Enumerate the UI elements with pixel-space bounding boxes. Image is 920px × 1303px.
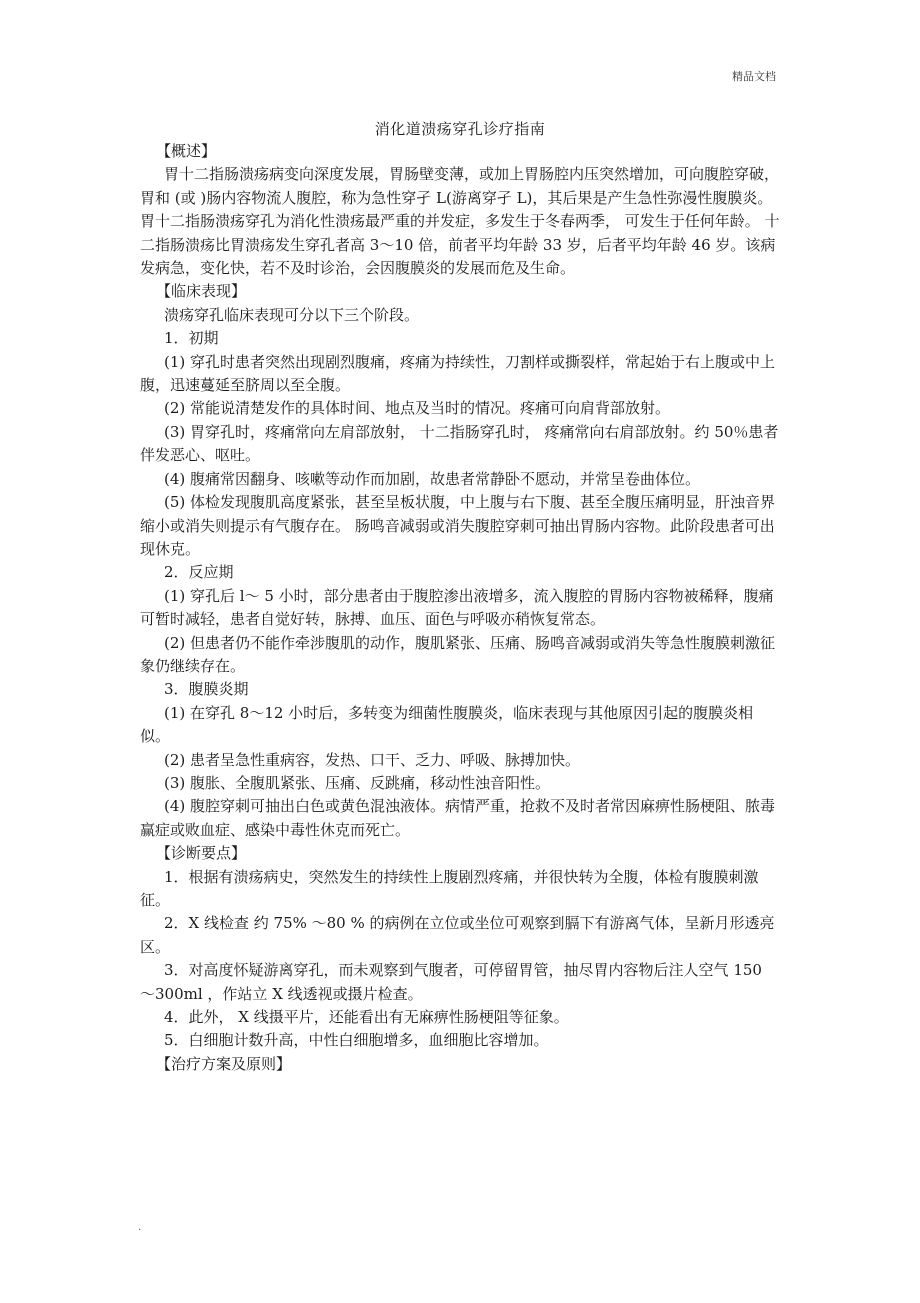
list-item: (2) 但患者仍不能作牵涉腹肌的动作，腹肌紧张、压痛、肠鸣音减弱或消失等急性腹膜刺激征象仍继续存在。 bbox=[140, 633, 776, 675]
stage-heading-peritonitis: 3．腹膜炎期 bbox=[164, 680, 249, 699]
document-body bbox=[140, 140, 780, 1076]
stage-heading-early: 1．初期 bbox=[164, 329, 219, 348]
clinical-intro: 溃疡穿孔临床表现可分以下三个阶段。 bbox=[164, 305, 420, 324]
list-item: (4) 腹痛常因翻身、咳嗽等动作而加剧，故患者常静卧不愿动，并常呈卷曲体位。 bbox=[164, 469, 701, 488]
section-heading-diagnosis: 【诊断要点】 bbox=[156, 844, 247, 863]
document-title: 消化道溃疡穿孔诊疗指南 bbox=[374, 120, 546, 138]
list-item: 4．此外， X 线摄平片，还能看出有无麻痹性肠梗阻等征象。 bbox=[164, 1008, 569, 1027]
list-item: (3) 腹胀、全腹肌紧张、压痛、反跳痛，移动性浊音阳性。 bbox=[164, 773, 551, 792]
section-heading-clinical: 【临床表现】 bbox=[156, 282, 247, 301]
list-item: (2) 常能说清楚发作的具体时间、地点及当时的情况。疼痛可向肩背部放射。 bbox=[164, 399, 671, 418]
list-item: 1．根据有溃疡病史，突然发生的持续性上腹剧烈疼痛，并很快转为全腹，体检有腹膜刺激征。 bbox=[140, 867, 759, 909]
list-item: (1) 穿孔时患者突然出现剧烈腹痛，疼痛为持续性，刀割样或撕裂样，常起始于右上腹或中上腹，迅速蔓延至脐周以至全腹。 bbox=[140, 352, 776, 395]
list-item: (3) 胃穿孔时，疼痛常向左肩部放射， 十二指肠穿孔时， 疼痛常向右肩部放射。约 50％患者伴发恶心、呕吐。 bbox=[140, 422, 779, 465]
overview-paragraph: 胃十二指肠溃疡病变向深度发展，胃肠壁变薄，或加上胃肠腔内压突然增加，可向腹腔穿破，胃和 (或 )肠内容物流人腹腔，称为急性穿孑 L(游离穿孑 L)，其后果是产生急性弥漫性腹膜炎。胃十二指肠溃疡穿孔为消化性溃疡最严重的并发症，多发生于冬春两季， 可发生于任何年龄。 十二指肠溃疡比胃溃疡发生穿孔者高 3～10 倍，前者平均年龄 33 岁，后者平均年龄 46 岁。该病发病急，变化快，若不及时诊治，会因腹膜炎的发展而危及生命。 bbox=[140, 165, 780, 278]
list-item: 5．白细胞计数升高，中性白细胞增多，血细胞比容增加。 bbox=[164, 1031, 549, 1050]
list-item: 3．对高度怀疑游离穿孔，而未观察到气腹者，可停留胃管，抽尽胃内容物后注人空气 150 ～300ml ，作站立 X 线透视或摄片检查。 bbox=[140, 961, 762, 1003]
list-item: (4) 腹腔穿刺可抽出白色或黄色混浊液体。病情严重，抢救不及时者常因麻痹性肠梗阻、脓毒赢症或败血症、感染中毒性休克而死亡。 bbox=[140, 797, 776, 839]
list-item: (1) 穿孔后 l～ 5 小时，部分患者由于腹腔渗出液增多，流入腹腔的胃肠内容物被稀释，腹痛可暂时减轻，患者自觉好转，脉搏、血压、面色与呼吸亦稍恢复常态。 bbox=[140, 586, 774, 629]
section-heading-treatment: 【治疗方案及原则】 bbox=[156, 1054, 292, 1073]
list-item: (2) 患者呈急性重病容，发热、口干、乏力、呼吸、脉搏加快。 bbox=[164, 750, 581, 769]
section-heading-overview: 【概述】 bbox=[156, 142, 217, 160]
stage-heading-reaction: 2．反应期 bbox=[164, 563, 234, 582]
header-mark: 精品文档 bbox=[732, 70, 776, 83]
list-item: (1) 在穿孔 8～12 小时后，多转变为细菌性腹膜炎，临床表现与其他原因引起的腹膜炎相似。 bbox=[140, 703, 754, 746]
footer-mark: . bbox=[138, 1222, 142, 1233]
list-item: 2．X 线检查 约 75% ～80 % 的病例在立位或坐位可观察到膈下有游离气体，呈新月形透亮区。 bbox=[140, 914, 775, 956]
list-item: (5) 体检发现腹肌高度紧张，甚至呈板状腹，中上腹与右下腹、甚至全腹压痛明显，肝浊音界缩小或消失则提示有气腹存在。 肠鸣音减弱或消失腹腔穿刺可抽出胃肠内容物。此阶段患者可出现休克。 bbox=[140, 493, 776, 558]
